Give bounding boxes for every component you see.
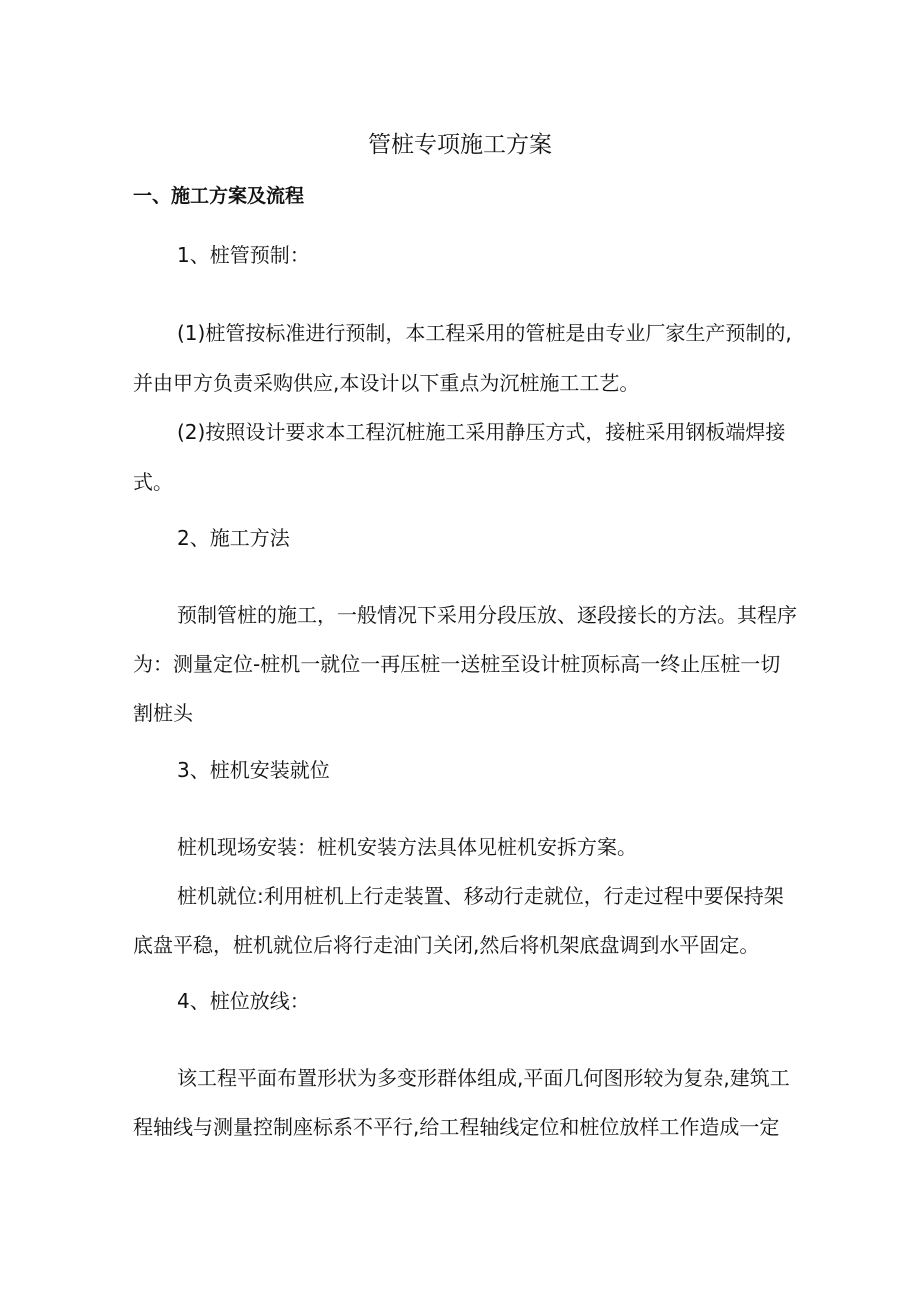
- paragraph-line: 并由甲方负责采购供应,本设计以下重点为沉桩施工工艺。: [133, 371, 640, 395]
- paragraph-line: 程轴线与测量控制座标系不平行,给工程轴线定位和桩位放样工作造成一定: [133, 1115, 780, 1139]
- subsection-heading: 4、桩位放线：: [177, 989, 310, 1013]
- paragraph-line: 割桩头: [133, 701, 193, 725]
- subsection-heading: 2、施工方法: [177, 526, 290, 550]
- subsection-heading: 3、桩机安装就位: [177, 758, 330, 782]
- paragraph-line: 式。: [133, 470, 173, 494]
- paragraph-line: (1)桩管按标准进行预制，本工程采用的管桩是由专业厂家生产预制的,: [177, 321, 792, 345]
- paragraph-line: 为：测量定位-桩机一就位一再压桩一送桩至设计桩顶标高一终止压桩一切: [133, 652, 781, 676]
- paragraph-line: (2)按照设计要求本工程沉桩施工采用静压方式，接桩采用钢板端焊接: [177, 420, 786, 444]
- subsection-heading: 1、桩管预制：: [177, 243, 310, 267]
- paragraph-line: 该工程平面布置形状为多变形群体组成,平面几何图形较为复杂,建筑工: [177, 1066, 790, 1090]
- document-title: 管桩专项施工方案: [368, 132, 552, 158]
- paragraph-line: 预制管桩的施工，一般情况下采用分段压放、逐段接长的方法。其程序: [177, 603, 797, 627]
- paragraph-line: 桩机就位:利用桩机上行走装置、移动行走就位，行走过程中要保持架: [177, 884, 784, 908]
- section-heading: 一、施工方案及流程: [133, 185, 305, 207]
- paragraph-line: 底盘平稳，桩机就位后将行走油门关闭,然后将机架底盘调到水平固定。: [133, 933, 760, 957]
- paragraph-line: 桩机现场安装：桩机安装方法具体见桩机安拆方案。: [177, 835, 637, 859]
